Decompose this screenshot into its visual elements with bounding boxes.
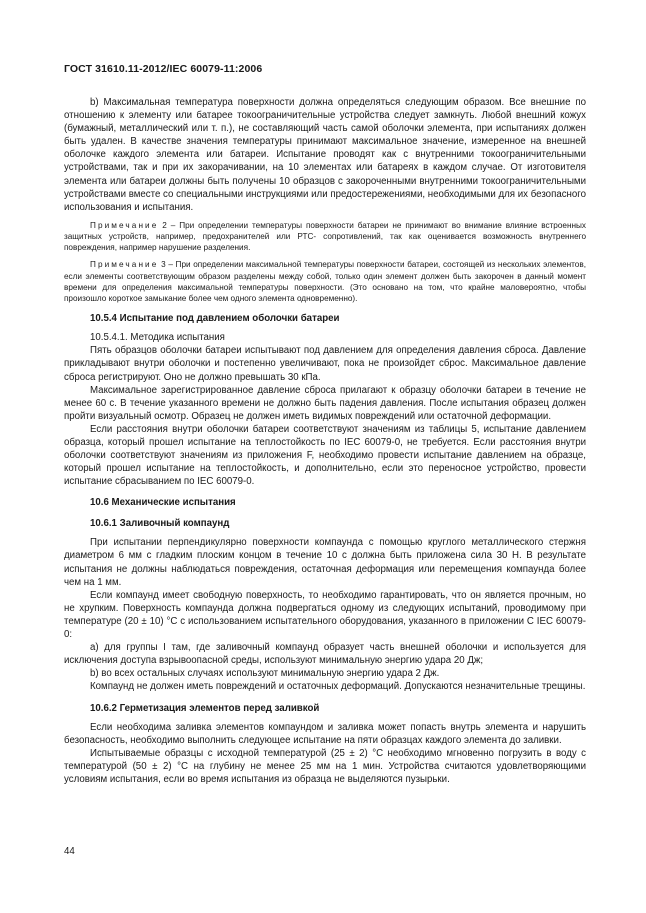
note-3 (64, 259, 586, 304)
note-3-label: Примечание (90, 260, 159, 270)
paragraph-pressure-distances: Если расстояния внутри оболочки батареи соответствуют значениям из таблицы 5, испытание давлением образца, который прошел испытание на теплостойкость по IEC 60079-0, не требуется. Если расстояния внутри оболочки соответствуют значениям из приложения F, необходимо провести испытание давлением на образце, который прошел испытание на теплостойкость, и дополнительно, если это переносное устройство, провести испытание сбрасыванием по IEC 60079-0. (64, 423, 586, 488)
note-3-text: 3 – При определении максимальной температуры поверхности батареи, состоящей из нескольких элементов, если элементы соответствующим образом разделены между собой, только один элемент должен быть закорочен в данный момент времени для определения максимальной температуры поверхности. (Это основано на том, что крайне маловероятно, чтобы произошло короткое замыкание более чем одного элемента одновременно). (64, 260, 586, 304)
page-number: 44 (64, 846, 75, 857)
subheading-10-5-4-1: 10.5.4.1. Методика испытания (90, 332, 225, 344)
heading-10-6-1: 10.6.1 Заливочный компаунд (90, 518, 230, 530)
paragraph-compound-force: При испытании перпендикулярно поверхности компаунда с помощью круглого металлического стержня диаметром 6 мм с гладким плоским концом в течение 10 с должна быть приложена сила 30 Н. В результате испытания не должны наблюдаться повреждения, остаточная деформация или перемещения компаунда более чем на 1 мм. (64, 537, 586, 588)
paragraph-compound-damage: Компаунд не должен иметь повреждений и остаточных деформаций. Допускаются незначительные трещины. (90, 681, 586, 693)
note-2-text: 2 – При определении температуры поверхности батареи не принимают во внимание влияние встроенных защитных устройств, например, предохранителей или РТС- сопротивлений, так как оценивается возможность внутреннего повреждения, например нарушение разделения. (64, 220, 586, 253)
heading-10-5-4: 10.5.4 Испытание под давлением оболочки батареи (90, 313, 340, 325)
paragraph-max-surface-temp: b) Максимальная температура поверхности должна определяться следующим образом. Все внешние по отношению к элементу или батарее токоограничительные устройства следует замкнуть. Любой внешний кожух (бумажный, металлический или т. п.), не составляющий часть самой оболочки элемента, при испытаниях должен быть удален. В качестве значения температуры принимают максимальное значение, измеренное на внешней оболочке каждого элемента или батареи. Испытание проводят как с внутренними токоограничительными устройствами, так и при их закорачивании, на 10 элементах или батареях в каждом случае. От изготовителя элемента или батареи должны быть получены 10 образцов с закороченными внутренними токоограничительными устройствами вместе со специальными инструкциями или предостережениями, необходимыми для их безопасного использования и испытания. (64, 97, 586, 213)
heading-10-6-2: 10.6.2 Герметизация элементов перед заливкой (90, 702, 320, 714)
running-header: ГОСТ 31610.11-2012/IEC 60079-11:2006 (64, 63, 263, 75)
list-item-group-1: а) для группы I там, где заливочный компаунд образует часть внешней оболочки и используется для исключения доступа взрывоопасной среды, используют минимальную энергию удара 20 Дж; (64, 642, 586, 667)
paragraph-sealing-intro: Если необходима заливка элементов компаундом и заливка может попасть внутрь элемента и нарушить безопасность, необходимо выполнить следующее испытание на пяти образцах каждого элемента до заливки. (64, 721, 586, 746)
note-2 (64, 220, 586, 254)
paragraph-pressure-hold: Максимальное зарегистрированное давление сброса прилагают к образцу оболочки батареи в течение не менее 60 с. В течение указанного времени не должно быть падения давления. После испытания образец должен пройти визуальный осмотр. Образец не должен иметь видимых повреждений или остаточной деформации. (64, 384, 586, 422)
paragraph-sealing-immersion: Испытываемые образцы с исходной температурой (25 ± 2) °С необходимо мгновенно погрузить в воду с температурой (50 ± 2) °С на глубину не менее 25 мм на 1 мин. Устройства считаются удовлетворяющими условиям испытания, если во время испытания из образца не выделяются пузырьки. (64, 747, 586, 785)
paragraph-pressure-samples: Пять образцов оболочки батареи испытывают под давлением для определения давления сброса. Давление прикладывают внутри оболочки и постепенно увеличивают, пока не произойдет сброс. Максимальное давление сброса регистрируют. Оно не должно превышать 30 кПа. (64, 345, 586, 383)
paragraph-compound-surface: Если компаунд имеет свободную поверхность, то необходимо гарантировать, что он является прочным, но не хрупким. Поверхность компаунда должна подвергаться одному из следующих испытаний, проводимому при температуре (20 ± 10) °С с использованием испытательного оборудования, указанного в приложении С IEC 60079-0: (64, 589, 586, 641)
page-body (64, 96, 586, 786)
note-2-label: Примечание (90, 220, 159, 230)
list-item-other-cases: b) во всех остальных случаях используют минимальную энергию удара 2 Дж. (90, 668, 440, 680)
heading-10-6: 10.6 Механические испытания (90, 497, 236, 509)
